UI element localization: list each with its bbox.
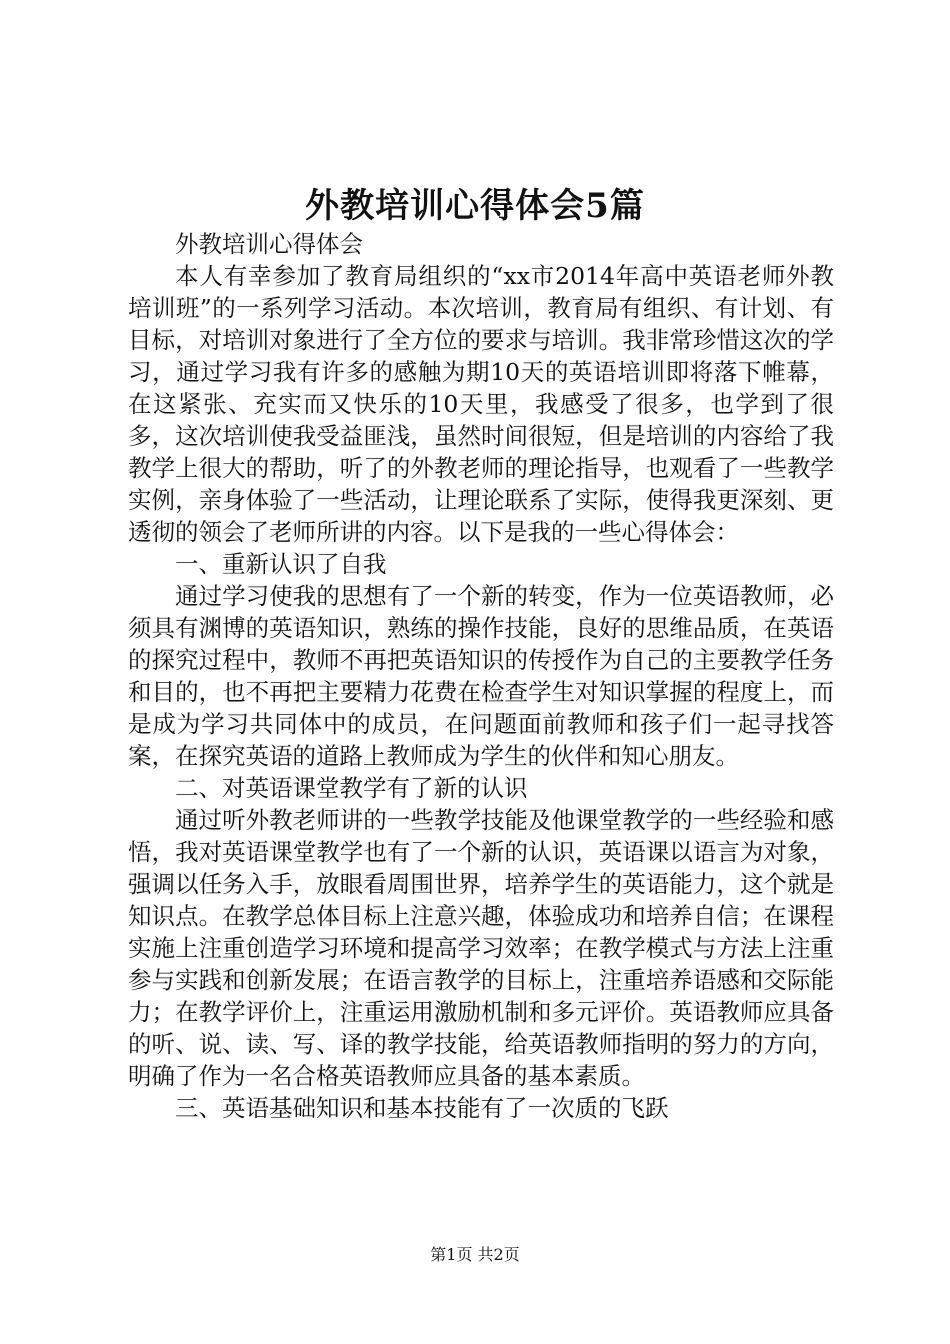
- section-heading-2: 二、对英语课堂教学有了新的认识: [175, 774, 528, 802]
- section-paragraph-1: 通过学习使我的思想有了一个新的转变，作为一位英语教师，必须具有渊博的英语知识，熟练的操作技能，良好的思维品质，在英语的探究过程中，教师不再把英语知识的传授作为自己的主要教学任务和目的，也不再把主要精力花费在检查学生对知识掌握的程度上，而是成为学习共同体中的成员，在问题面前教师和孩子们一起寻找答案，在探究英语的道路上教师成为学生的伙伴和知心朋友。: [128, 582, 834, 770]
- document-title: 外教培训心得体会5篇: [305, 186, 645, 226]
- page-footer: 第1页 共2页: [430, 1245, 520, 1264]
- section-heading-1: 一、重新认识了自我: [175, 550, 387, 578]
- subtitle-paragraph: 外教培训心得体会: [175, 230, 363, 258]
- section-heading-3: 三、英语基础知识和基本技能有了一次质的飞跃: [175, 1094, 669, 1122]
- intro-paragraph: 本人有幸参加了教育局组织的“xx市2014年高中英语老师外教培训班”的一系列学习活动。本次培训，教育局有组织、有计划、有目标，对培训对象进行了全方位的要求与培训。我非常珍惜这次的学习，通过学习我有许多的感触为期10天的英语培训即将落下帷幕，在这紧张、充实而又快乐的10天里，我感受了很多，也学到了很多，这次培训使我受益匪浅，虽然时间很短，但是培训的内容给了我教学上很大的帮助，听了的外教老师的理论指导，也观看了一些教学实例，亲身体验了一些活动，让理论联系了实际，使得我更深刻、更透彻的领会了老师所讲的内容。以下是我的一些心得体会：: [128, 262, 834, 546]
- section-paragraph-2: 通过听外教老师讲的一些教学技能及他课堂教学的一些经验和感悟，我对英语课堂教学也有了一个新的认识，英语课以语言为对象，强调以任务入手，放眼看周围世界，培养学生的英语能力，这个就是知识点。在教学总体目标上注意兴趣，体验成功和培养自信；在课程实施上注重创造学习环境和提高学习效率；在教学模式与方法上注重参与实践和创新发展；在语言教学的目标上，注重培养语感和交际能力；在教学评价上，注重运用激励机制和多元评价。英语教师应具备的听、说、读、写、译的教学技能，给英语教师指明的努力的方向，明确了作为一名合格英语教师应具备的基本素质。: [128, 806, 834, 1090]
- document-body: [128, 228, 834, 1124]
